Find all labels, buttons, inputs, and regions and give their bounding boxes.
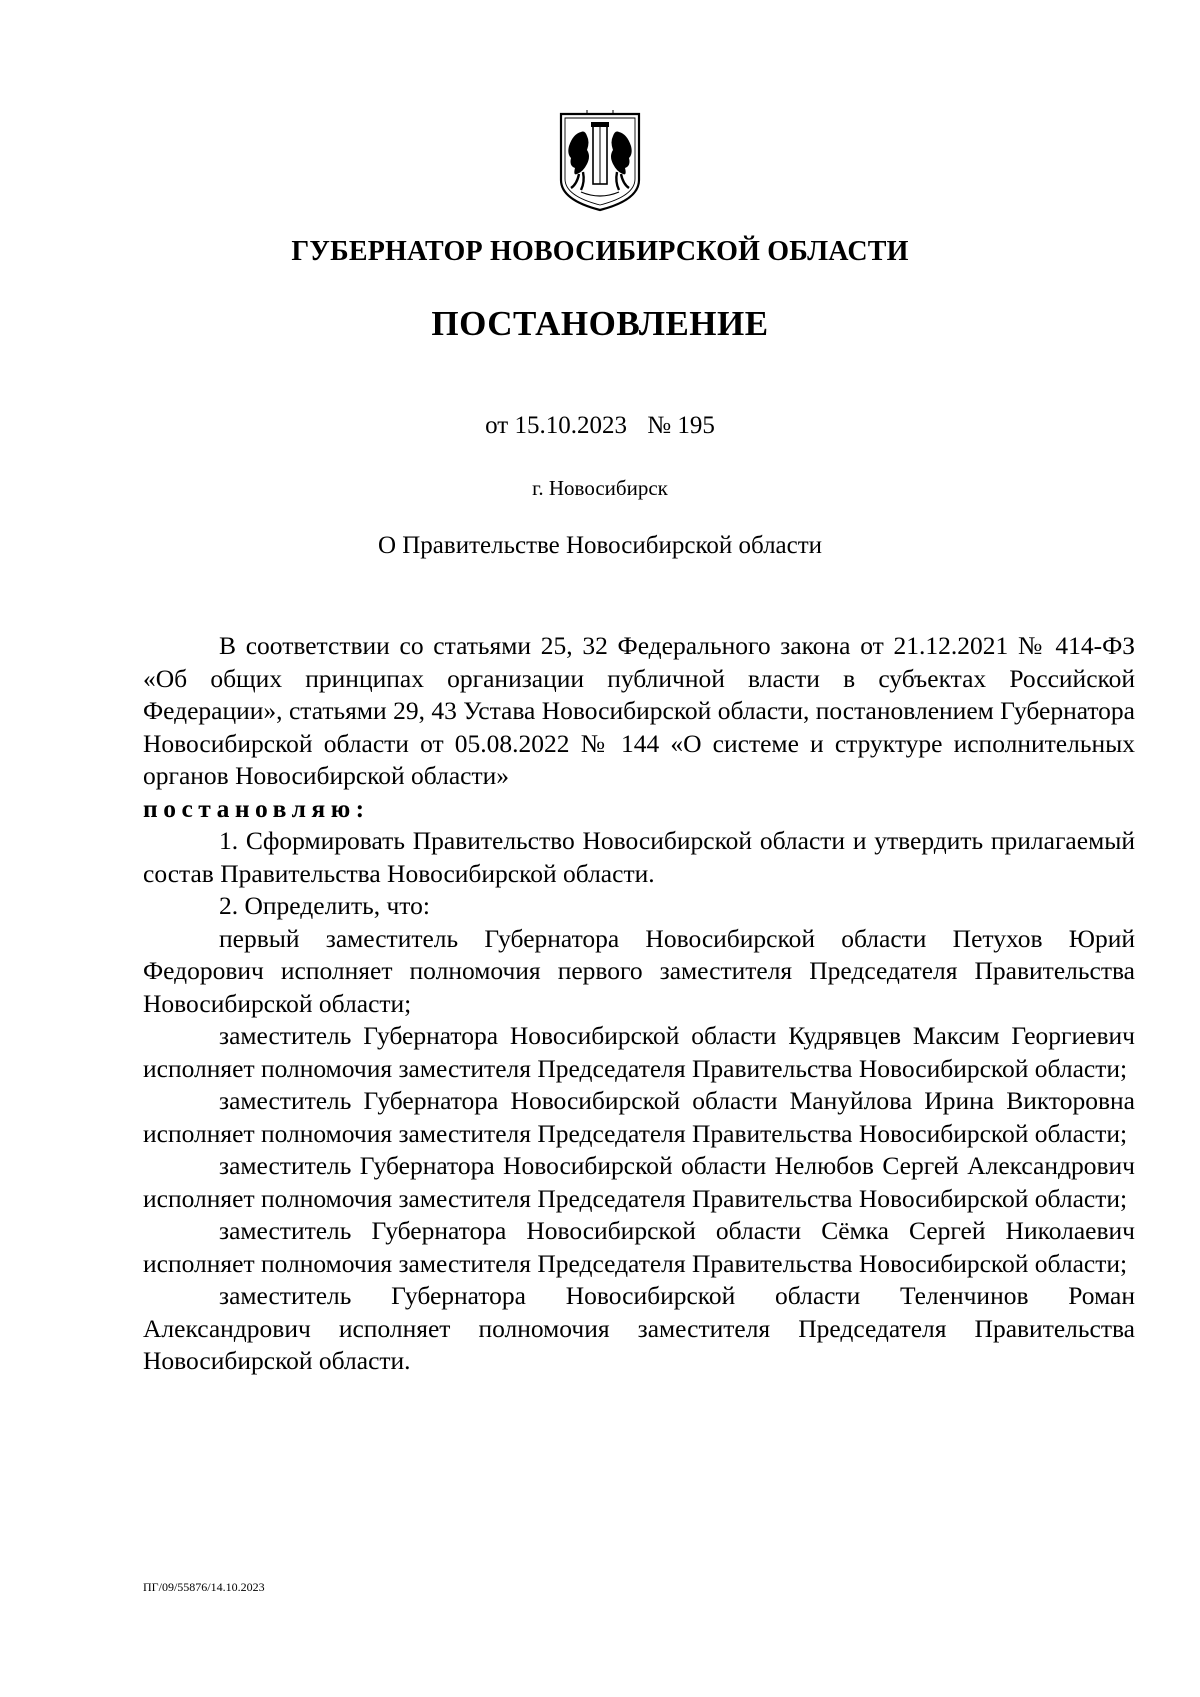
registration-code: ПГ/09/55876/14.10.2023 bbox=[143, 1580, 265, 1594]
city: г. Новосибирск bbox=[532, 476, 668, 500]
deputy-paragraph: заместитель Губернатора Новосибирской области Мануйлова Ирина Викторовна исполняет полномочия заместителя Председателя Правительства Новосибирской области; bbox=[143, 1086, 1135, 1148]
deputy-paragraph: заместитель Губернатора Новосибирской области Нелюбов Сергей Александрович исполняет полномочия заместителя Председателя Правительства Новосибирской области; bbox=[143, 1151, 1135, 1213]
item-2-paragraph: 2. Определить, что: bbox=[219, 891, 430, 920]
document-type: ПОСТАНОВЛЕНИЕ bbox=[431, 304, 769, 343]
deputy-paragraph: первый заместитель Губернатора Новосибирской области Петухов Юрий Федорович исполняет полномочия первого заместителя Председателя Правительства Новосибирской области; bbox=[143, 923, 1135, 1018]
issuer-title: ГУБЕРНАТОР НОВОСИБИРСКОЙ ОБЛАСТИ bbox=[291, 236, 909, 267]
deputy-paragraph: заместитель Губернатора Новосибирской области Кудрявцев Максим Георгиевич исполняет полномочия заместителя Председателя Правительства Новосибирской области; bbox=[143, 1021, 1135, 1083]
document-subject: О Правительстве Новосибирской области bbox=[377, 532, 823, 559]
document-body bbox=[143, 630, 1135, 1378]
date-line bbox=[0, 412, 1200, 440]
decree-word-paragraph bbox=[143, 793, 1135, 826]
emblem-container bbox=[0, 110, 1200, 219]
document-number: № 195 bbox=[647, 412, 715, 439]
document-date: 15.10.2023 bbox=[514, 412, 627, 439]
date-prefix: от bbox=[485, 412, 509, 439]
deputy-paragraph: заместитель Губернатора Новосибирской области Сёмка Сергей Николаевич исполняет полномочия заместителя Председателя Правительства Новосибирской области; bbox=[143, 1216, 1135, 1278]
coat-of-arms-icon bbox=[557, 110, 643, 214]
decree-word: постановляю: bbox=[143, 793, 370, 823]
preamble-paragraph: В соответствии со статьями 25, 32 Федерального закона от 21.12.2021 № 414-ФЗ «Об общих принципах организации публичной власти в субъектах Российской Федерации», статьями 29, 43 Устава Новосибирской области, постановлением Губернатора Новосибирской области от 05.08.2022 № 144 «О системе и структуре исполнительных органов Новосибирской области» bbox=[143, 631, 1135, 790]
deputy-paragraph: заместитель Губернатора Новосибирской области Теленчинов Роман Александрович исполняет полномочия заместителя Председателя Правительства Новосибирской области. bbox=[143, 1281, 1135, 1375]
item-1-paragraph: 1. Сформировать Правительство Новосибирской области и утвердить прилагаемый состав Правительства Новосибирской области. bbox=[143, 826, 1135, 888]
